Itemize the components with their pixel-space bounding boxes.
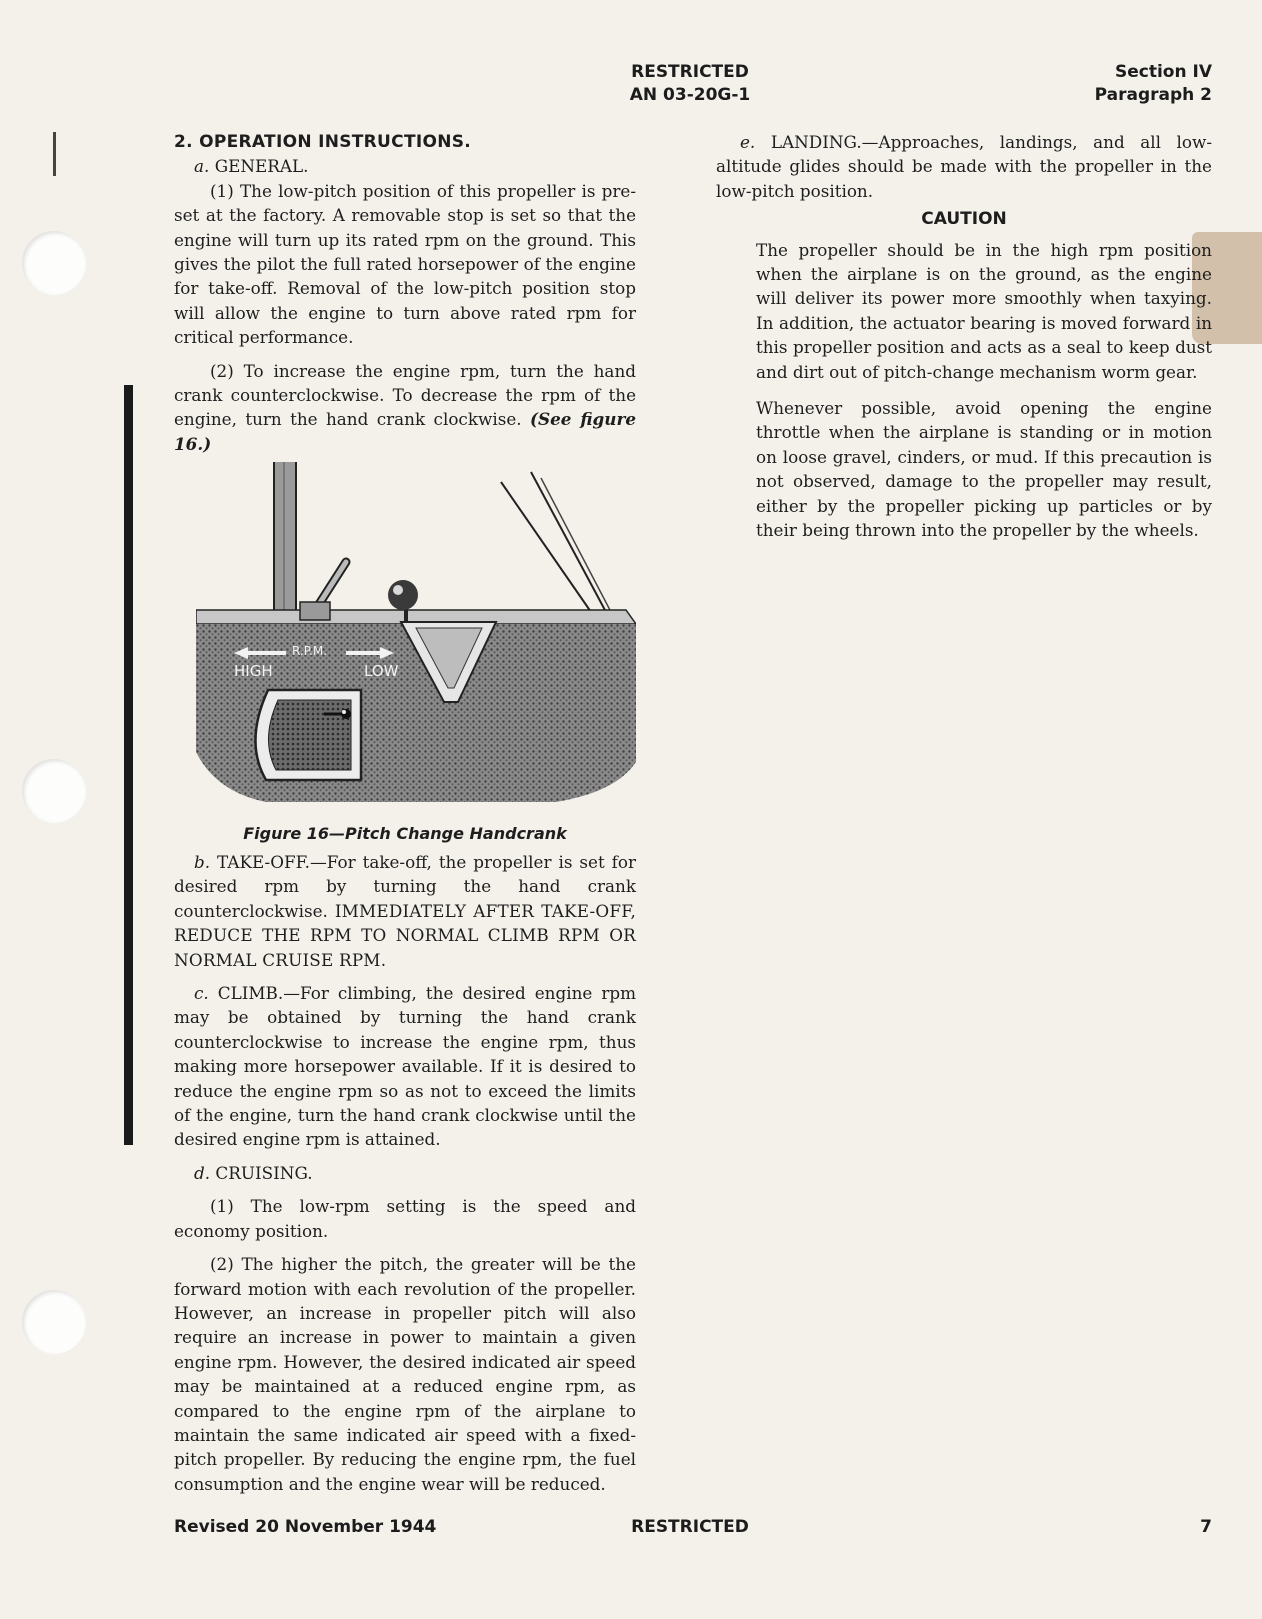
subsection-d-title [174, 1161, 636, 1185]
pitch-change-handcrank-illustration [196, 462, 636, 818]
binder-hole [22, 759, 86, 823]
header-section: Section IV [1115, 62, 1212, 82]
paragraph-b [174, 850, 636, 972]
paragraph-a1: (1) The low-pitch position of this propeller is pre-set at the factory. A removable stop is set so that the engine will turn up its rated rpm on the ground. This gives the pilot the full rated horsepower of the engine for take-off. Removal of the low-pitch position stop will allow the engine to turn above rated rpm for critical performance. [174, 180, 636, 348]
paragraph-e [716, 130, 1212, 203]
label-rpm: R.P.M. [292, 644, 328, 658]
revision-change-bar [124, 385, 133, 1145]
paragraph-e-text: LANDING.—Approaches, landings, and all low-altitude glides should be made with the propeller in the low-pitch position. [716, 132, 1212, 201]
page-header-right [1095, 61, 1212, 107]
margin-mark [53, 132, 56, 176]
paragraph-a2 [174, 359, 636, 457]
right-column [716, 130, 1212, 543]
label-high: HIGH [234, 662, 273, 680]
subsection-title: GENERAL. [214, 156, 309, 177]
subsection-letter: e. [740, 132, 756, 152]
page-header-center [560, 61, 820, 107]
subsection-letter: b. [194, 852, 211, 872]
paragraph-d1: (1) The low-rpm setting is the speed and economy position. [174, 1196, 636, 1241]
header-doc-number: AN 03-20G-1 [629, 85, 751, 105]
paragraph-c [174, 981, 636, 1152]
left-column [174, 130, 636, 456]
caution-paragraph-2: Whenever possible, avoid opening the engine throttle when the airplane is standing or in motion on loose gravel, cinders, or mud. If this precaution is not observed, damage to the propeller may result, either by the propeller picking up particles or by their being thrown into the propeller by the wheels. [756, 398, 1212, 541]
figure-caption: Figure 16—Pitch Change Handcrank [243, 824, 567, 843]
footer-revised-date: Revised 20 November 1944 [174, 1517, 437, 1537]
caution-block [716, 238, 1212, 543]
label-low: LOW [364, 662, 399, 680]
binder-hole [22, 1290, 86, 1354]
paragraph-c-text: CLIMB.—For climbing, the desired engine rpm may be obtained by turning the hand crank counterclockwise to increase the engine rpm, thus making more horsepower available. If it is desired to reduce the engine rpm so as not to exceed the limits of the engine, turn the hand crank clockwise until the desired engine rpm is attained. [174, 983, 636, 1150]
section-heading: 2. OPERATION INSTRUCTIONS. [174, 132, 472, 152]
left-column-lower [174, 850, 636, 1496]
subsection-title: CRUISING. [215, 1162, 313, 1183]
paragraph-b-text: TAKE-OFF.—For take-off, the propeller is set for desired rpm by turning the hand crank counterclockwise. [174, 852, 636, 921]
paragraph-d2: (2) The higher the pitch, the greater will be the forward motion with each revolution of the propeller. However, an increase in propeller pitch will also require an increase in power to maintain a given engine rpm. However, the desired indicated air speed may be maintained at a reduced engine rpm, as compared to the engine rpm of the airplane to maintain the same indicated air speed with a fixed-pitch propeller. By reducing the engine rpm, the fuel consumption and the engine wear will be reduced. [174, 1254, 636, 1494]
paragraph-b-emphasis: IMMEDIATELY AFTER TAKE-OFF, REDUCE THE RPM TO NORMAL CLIMB RPM OR NORMAL CRUISE RPM. [174, 900, 636, 970]
paragraph-a2-text: (2) To increase the engine rpm, turn the hand crank counterclockwise. To decrease the rpm of the engine, turn the hand crank clockwise. [174, 360, 636, 430]
subsection-letter: c. [194, 983, 209, 1004]
header-classification: RESTRICTED [631, 62, 749, 82]
subsection-letter: d. [194, 1162, 211, 1183]
page-number: 7 [1200, 1517, 1212, 1537]
header-paragraph: Paragraph 2 [1094, 85, 1212, 105]
subsection-letter: a. [194, 156, 210, 177]
footer-classification: RESTRICTED [631, 1517, 749, 1537]
binder-hole [22, 231, 86, 295]
figure-reference: (See figure 16.) [174, 409, 636, 454]
subsection-a-title [174, 154, 636, 178]
caution-paragraph-1: The propeller should be in the high rpm position when the airplane is on the ground, as the engine will deliver its power more smoothly when taxying. In addition, the actuator bearing is moved forward in this propeller position and acts as a seal to keep dust and dirt out of pitch-change mechanism worm gear. [756, 239, 1212, 382]
caution-title: CAUTION [921, 209, 1007, 230]
